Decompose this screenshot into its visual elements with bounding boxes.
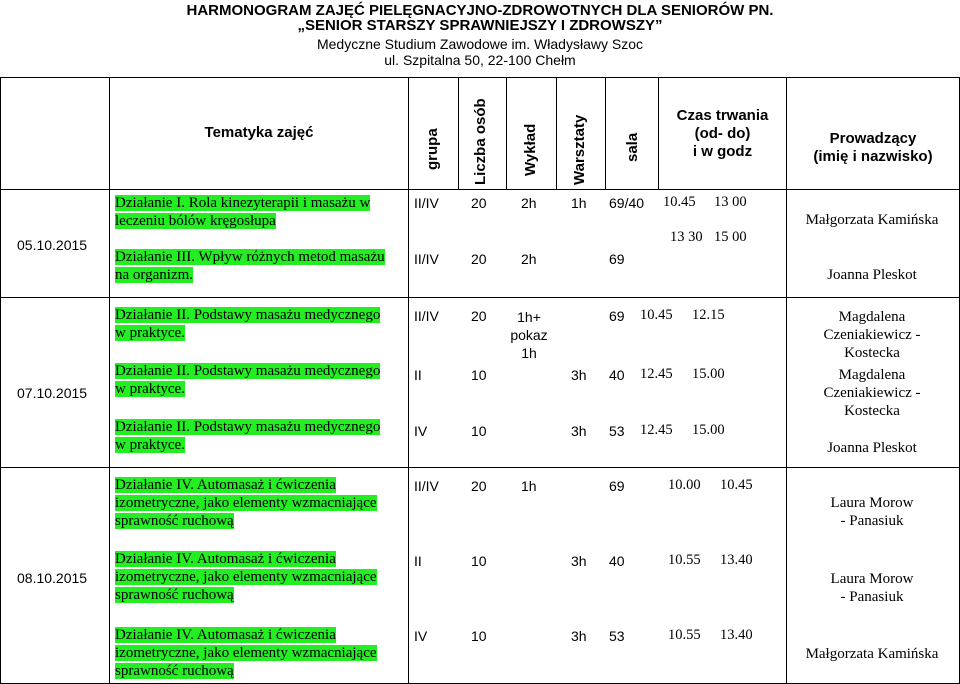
lecture-value: 2h [521,251,537,267]
col-header-topic: Tematyka zajęć [204,124,314,141]
instructor-name: Małgorzata Kamińska [805,212,939,228]
group-value: II/IV [414,308,439,324]
count-value: 20 [471,478,487,494]
topic-text: Działanie II. Podstawy masażu medycznego [115,419,381,435]
title-line-1: HARMONOGRAM ZAJĘĆ PIELĘGNACYJNO-ZDROWOTNYCH DLA SENIORÓW PN. [186,2,774,19]
lecture-value: 2h [521,195,537,211]
topic-row-1a [115,194,405,230]
col-header-group: grupa [424,128,441,170]
topic-text: Działanie IV. Automasaż i ćwiczenia [115,551,336,567]
room-value: 53 [609,423,625,439]
time-end: 13.40 [720,627,753,643]
header-divider-warsztaty [605,77,606,189]
group-value: IV [414,628,428,644]
table-left-border [0,77,1,684]
topic-text: w praktyce. [115,437,185,453]
count-value: 10 [471,423,487,439]
room-value: 53 [609,628,625,644]
header-bottom-border [0,189,960,190]
institution-name: Medyczne Studium Zawodowe im. Władysławy Szoc [316,36,643,52]
topic-text: Działanie IV. Automasaż i ćwiczenia [115,627,336,643]
col-header-lecture: Wykład [522,123,539,176]
lecture-line: 1h [521,345,537,361]
room-value: 69 [609,251,625,267]
workshop-value: 3h [571,423,587,439]
lecture-value [504,308,554,362]
instructor-line: Laura Morow [830,571,914,587]
room-value: 40 [609,367,625,383]
topic-text: sprawność ruchową [115,663,234,679]
col-header-duration [659,107,786,161]
topic-row-2b [115,362,405,398]
time-start: 10.45 [663,194,696,210]
topic-row-1b [115,248,405,284]
count-value: 20 [471,251,487,267]
room-value: 69 [609,308,625,324]
instructor-line: Czeniakiewicz - [823,327,921,343]
date-row-2: 07.10.2015 [17,385,88,401]
header-divider-liczba [506,77,507,189]
time-start: 10.00 [668,477,701,493]
instructor-name [787,494,957,530]
instructor-line: Magdalena [838,367,906,383]
workshop-value: 3h [571,553,587,569]
topic-text: w praktyce. [115,325,185,341]
header-divider-grupa [458,77,459,189]
topic-text: sprawność ruchową [115,513,234,529]
workshop-value: 3h [571,367,587,383]
time-end: 15 00 [714,229,747,245]
duration-line-1: Czas trwania [676,107,769,124]
topic-column-border [408,77,409,684]
time-start: 10.45 [640,307,673,323]
workshop-value: 3h [571,628,587,644]
date-column-border [109,77,110,684]
group-value: II [414,553,422,569]
date-row-3: 08.10.2015 [17,570,88,586]
col-header-workshop: Warsztaty [571,114,588,185]
instructor-line: Czeniakiewicz - [823,385,921,401]
time-end: 12.15 [692,307,725,323]
instructor-line: Kostecka [844,345,900,361]
topic-text: izometryczne, jako elementy wzmacniające [115,569,377,585]
group-value: IV [414,423,428,439]
topic-text: izometryczne, jako elementy wzmacniające [115,645,377,661]
topic-row-3c [115,626,405,680]
count-value: 10 [471,367,487,383]
topic-text: w praktyce. [115,381,185,397]
topic-row-2a [115,306,405,342]
lead-line-2: (imię i nazwisko) [813,148,933,165]
duration-line-3: i w godz [692,143,753,160]
group-value: II/IV [414,195,439,211]
topic-text: Działanie II. Podstawy masażu medycznego [115,307,381,323]
workshop-value: 1h [571,195,587,211]
topic-row-2c [115,418,405,454]
count-value: 20 [471,308,487,324]
time-end: 13.40 [720,552,753,568]
lecture-line: pokaz [510,327,548,343]
time-start: 12.45 [640,422,673,438]
instructor-name: Joanna Pleskot [827,267,917,283]
instructor-line: Laura Morow [830,495,914,511]
time-end: 10.45 [720,477,753,493]
time-start: 13 30 [670,229,703,245]
time-start: 10.55 [668,552,701,568]
count-value: 10 [471,553,487,569]
group-value: II/IV [414,251,439,267]
time-end: 13 00 [714,194,747,210]
group-value: II/IV [414,478,439,494]
topic-text: Działanie III. Wpływ różnych metod masażu [115,249,385,265]
topic-text: leczeniu bólów kręgosłupa [115,213,276,229]
topic-text: Działanie II. Podstawy masażu medycznego [115,363,381,379]
time-end: 15.00 [692,366,725,382]
room-value: 40 [609,553,625,569]
time-end: 15.00 [692,422,725,438]
group-value: II [414,367,422,383]
topic-text: Działanie IV. Automasaż i ćwiczenia [115,477,336,493]
instructor-line: Magdalena [838,309,906,325]
row-2-bottom-border [0,467,960,468]
duration-line-2: (od- do) [694,125,751,142]
date-row-1: 05.10.2015 [17,237,88,253]
time-start: 10.55 [668,627,701,643]
instructor-line: - Panasiuk [840,589,904,605]
topic-text: izometryczne, jako elementy wzmacniające [115,495,377,511]
instructor-name: Joanna Pleskot [827,440,917,456]
row-1-bottom-border [0,297,960,298]
topic-row-3a [115,476,405,530]
instructor-name [787,366,957,420]
count-value: 10 [471,628,487,644]
title-line-2: „SENIOR STARSZY SPRAWNIEJSZY I ZDROWSZY” [297,17,663,34]
instructor-line: - Panasiuk [840,513,904,529]
topic-row-3b [115,550,405,604]
instructor-name: Małgorzata Kamińska [805,646,939,662]
topic-text: na organizm. [115,267,194,283]
topic-text: sprawność ruchową [115,587,234,603]
header-divider-wyklad [556,77,557,189]
lecture-line: 1h+ [517,309,541,325]
institution-address: ul. Szpitalna 50, 22-100 Chełm [384,52,576,68]
lead-line-1: Prowadzący [829,130,917,147]
table-top-border [0,77,960,78]
count-value: 20 [471,195,487,211]
topic-text: Działanie I. Rola kinezyterapii i masażu w [115,195,371,211]
col-header-lead [787,130,959,166]
room-value: 69/40 [609,195,645,211]
instructor-name [787,570,957,606]
instructor-name [787,308,957,362]
instructor-line: Kostecka [844,403,900,419]
time-start: 12.45 [640,366,673,382]
room-value: 69 [609,478,625,494]
lecture-value: 1h [521,478,537,494]
col-header-count: Liczba osób [472,98,489,185]
col-header-room: sala [624,132,641,162]
